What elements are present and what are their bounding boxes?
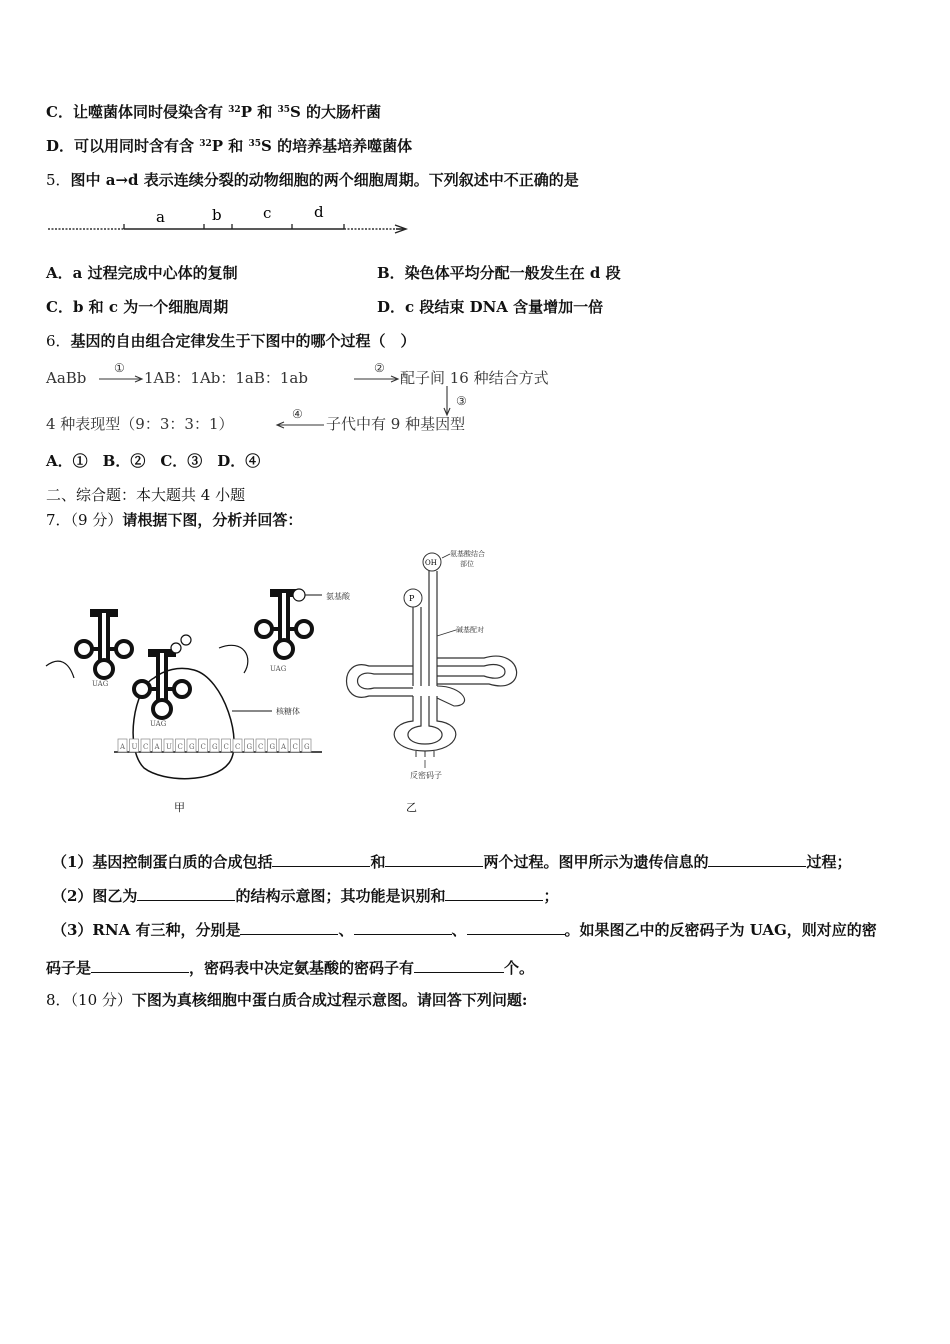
flow-gametes: 1AB：1Ab：1aB：1ab <box>144 369 308 387</box>
blank-1-3 <box>708 850 806 867</box>
blank-3-1 <box>240 918 338 935</box>
q4-option-c: C．让噬菌体同时侵染含有 $^{32}$P 和 $^{35}$S 的大肠杆菌 <box>46 103 382 121</box>
blank-1-1 <box>272 850 370 867</box>
yi-label-anticodon: 反密码子 <box>410 771 442 780</box>
q7-sub3-cont: 码子是 ，密码表中决定氨基酸的密码子有 个。 <box>46 956 534 978</box>
flow-step4: ④ <box>292 407 303 421</box>
q7-figure-yi <box>334 546 534 818</box>
mrna-base: U <box>131 743 138 751</box>
line-label-a: a <box>156 208 165 226</box>
mrna-base: C <box>177 743 183 751</box>
jia-anticodon-1: UAG <box>92 680 109 688</box>
flow-phenotypes: 4 种表现型（9：3：3：1） <box>46 415 234 433</box>
q5-stem: 5．图中 a→d 表示连续分裂的动物细胞的两个细胞周期。下列叙述中不正确的是 <box>46 171 579 189</box>
q6-options: A．① B．② C．③ D．④ <box>46 452 261 470</box>
blank-3-3 <box>467 918 565 935</box>
mrna-base: G <box>246 743 253 751</box>
line-label-c: c <box>263 204 272 222</box>
mrna-base: G <box>269 743 276 751</box>
flow-start: AaBb <box>46 369 87 387</box>
q7-sub1: （1）基因控制蛋白质的合成包括 和 两个过程。图甲所示为遗传信息的 过程； <box>52 850 852 872</box>
q7-sub3: （3）RNA 有三种，分别是 、 、 。如果图乙中的反密码子为 UAG，则对应的密 <box>52 918 877 940</box>
flow-step3: ③ <box>456 394 467 408</box>
mrna-base: A <box>281 743 287 751</box>
flow-step2: ② <box>374 361 385 375</box>
blank-1-2 <box>385 850 483 867</box>
q8-stem: 8．（10 分）下图为真核细胞中蛋白质合成过程示意图。请回答下列问题: <box>46 991 528 1009</box>
q7-stem: 7．（9 分）请根据下图，分析并回答： <box>46 511 303 529</box>
flow-genotypes: 子代中有 9 种基因型 <box>326 415 466 433</box>
blank-3-4 <box>91 956 189 973</box>
mrna-base: C <box>292 743 298 751</box>
yi-caption: 乙 <box>406 801 417 814</box>
jia-anticodon-3: UAG <box>270 665 287 673</box>
mrna-base: C <box>200 743 206 751</box>
q6-stem: 6．基因的自由组合定律发生于下图中的哪个过程（ ） <box>46 332 416 350</box>
blank-3-5 <box>414 956 504 973</box>
mrna-base: A <box>154 743 160 751</box>
yi-oh: OH <box>425 559 437 567</box>
q5-option-d: D．c 段结束 DNA 含量增加一倍 <box>377 298 604 316</box>
q5-option-a: A．a 过程完成中心体的复制 <box>46 264 238 282</box>
mrna-base: C <box>223 743 229 751</box>
flow-step1: ① <box>114 361 125 375</box>
yi-p: P <box>409 594 415 603</box>
line-label-b: b <box>212 206 222 224</box>
mrna-base: C <box>143 743 149 751</box>
blank-3-2 <box>354 918 452 935</box>
mrna-base: G <box>212 743 218 751</box>
yi-label-pairing: 碱基配对 <box>456 626 484 634</box>
blank-2-2 <box>445 884 543 901</box>
mrna-base: C <box>258 743 264 751</box>
mrna-base: C <box>235 743 241 751</box>
q5-cell-cycle-line <box>44 198 414 240</box>
mrna-base: A <box>120 743 126 751</box>
mrna-base: G <box>304 743 310 751</box>
yi-aa-site-2: 部位 <box>460 560 474 568</box>
jia-caption: 甲 <box>174 801 185 814</box>
q5-option-c: C．b 和 c 为一个细胞周期 <box>46 298 229 316</box>
q6-flow-diagram <box>44 358 624 440</box>
jia-label-amino-acid: 氨基酸 <box>326 592 350 601</box>
q7-sub2: （2）图乙为 的结构示意图；其功能是识别和 ； <box>52 884 558 906</box>
q4-option-d: D．可以用同时含有含 $^{32}$P 和 $^{35}$S 的培养基培养噬菌体 <box>46 137 413 155</box>
mrna-base: G <box>189 743 195 751</box>
q5-option-b: B．染色体平均分配一般发生在 d 段 <box>377 264 621 282</box>
blank-2-1 <box>137 884 235 901</box>
jia-label-ribosome: 核糖体 <box>276 707 300 716</box>
jia-anticodon-2: UAG <box>150 720 167 728</box>
q7-figure-jia <box>44 578 350 818</box>
line-label-d: d <box>314 203 324 221</box>
flow-combine: 配子间 16 种结合方式 <box>400 369 549 387</box>
section-2-heading: 二、综合题：本大题共 4 小题 <box>46 486 246 504</box>
mrna-base: U <box>166 743 172 751</box>
yi-aa-site-1: 氨基酸结合 <box>450 550 485 558</box>
